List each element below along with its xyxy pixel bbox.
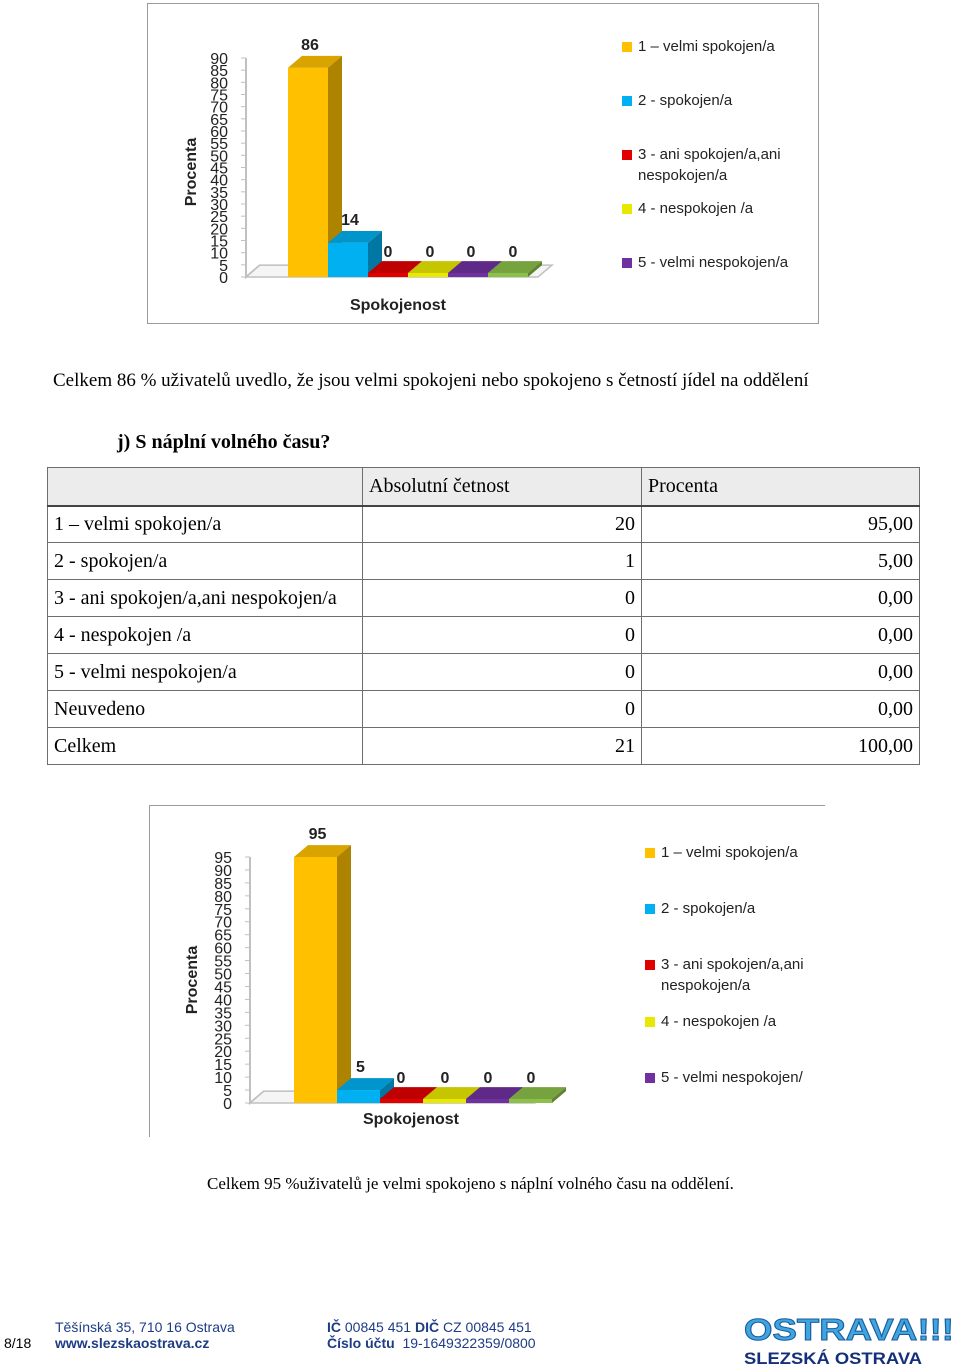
table-cell-label: 3 - ani spokojen/a,ani nespokojen/a: [48, 580, 363, 617]
data-label: 0: [466, 244, 476, 262]
account-value: 19-1649322359/0800: [402, 1335, 536, 1351]
ico-value: 00845 451: [344, 1319, 412, 1335]
y-axis-label: Procenta: [183, 137, 200, 207]
footer-account: [327, 1335, 536, 1351]
bar-front: [423, 1099, 466, 1103]
y-tick-label: 90: [214, 862, 232, 880]
y-tick-label: 15: [210, 233, 228, 251]
y-tick-label: 25: [214, 1031, 232, 1049]
table-header-cell: [48, 468, 363, 506]
chart-1: [147, 3, 819, 324]
table-row: [48, 654, 920, 691]
table-cell-label: Celkem: [48, 728, 363, 765]
legend-swatch: [622, 204, 632, 214]
data-label: 95: [308, 826, 327, 844]
y-tick-label: 5: [219, 257, 228, 275]
legend-swatch: [622, 258, 632, 268]
dic-label: DIČ: [414, 1319, 440, 1335]
y-tick-label: 70: [214, 914, 232, 932]
bar-front: [328, 243, 368, 277]
legend-swatch: [622, 96, 632, 106]
legend-swatch: [645, 848, 655, 858]
chart-1-plot: [148, 4, 608, 322]
y-tick-label: 40: [214, 992, 232, 1010]
account-label: Číslo účtu: [327, 1335, 395, 1351]
y-tick-label: 30: [210, 197, 228, 214]
y-tick-label: 10: [210, 245, 228, 263]
table-cell-percent: 5,00: [642, 543, 920, 580]
data-label: 0: [425, 244, 435, 262]
bar-front: [408, 273, 448, 277]
summary-2: Celkem 95 %uživatelů je velmi spokojeno s náplní volného času na oddělení.: [207, 1174, 734, 1193]
table-cell-label: 4 - nespokojen /a: [48, 617, 363, 654]
y-tick-label: 45: [214, 979, 232, 997]
x-axis-label: Spokojenost: [362, 1111, 460, 1128]
data-label: 0: [508, 244, 518, 262]
table-row: [48, 543, 920, 580]
chart-2-legend: [645, 842, 825, 1102]
y-axis-wall: [246, 58, 260, 277]
y-axis-label: Procenta: [184, 945, 201, 1015]
y-tick-label: 85: [210, 63, 228, 81]
legend-label: 5 - velmi nespokojen/: [661, 1069, 803, 1086]
legend-label: 1 – velmi spokojen/a: [661, 844, 798, 861]
dic-value: CZ 00845 451: [442, 1319, 532, 1335]
data-label: 86: [301, 36, 319, 54]
table-header-cell: Absolutní četnost: [363, 468, 642, 506]
table-cell-percent: 95,00: [642, 506, 920, 543]
y-tick-label: 75: [214, 901, 232, 919]
y-tick-label: 50: [214, 966, 232, 984]
table-row: [48, 691, 920, 728]
table-row: [48, 506, 920, 543]
table-cell-percent: 0,00: [642, 617, 920, 654]
legend-label: 1 – velmi spokojen/a: [638, 38, 775, 55]
data-label: 14: [341, 212, 359, 230]
legend-swatch: [645, 904, 655, 914]
legend-swatch: [622, 42, 632, 52]
y-tick-label: 30: [214, 1018, 232, 1036]
table-cell-label: 1 – velmi spokojen/a: [48, 506, 363, 543]
table-cell-label: 2 - spokojen/a: [48, 543, 363, 580]
y-tick-label: 35: [210, 184, 228, 202]
table-cell-count: 21: [363, 728, 642, 765]
table-row: [48, 617, 920, 654]
x-axis-label: Spokojenost: [349, 297, 447, 314]
y-tick-label: 10: [214, 1070, 232, 1088]
table-cell-count: 0: [363, 654, 642, 691]
bar-front: [466, 1099, 509, 1103]
ostrava-logo: [742, 1309, 957, 1367]
table-cell-count: 0: [363, 580, 642, 617]
y-tick-label: 40: [210, 172, 228, 190]
chart-2: [149, 805, 825, 1137]
data-label: 0: [396, 1070, 406, 1088]
page-number: 8/18: [4, 1335, 32, 1351]
y-tick-label: 0: [219, 270, 228, 287]
ico-label: IČ: [327, 1319, 341, 1335]
y-tick-label: 25: [210, 209, 228, 227]
y-tick-label: 65: [214, 927, 232, 945]
y-tick-label: 55: [210, 136, 228, 154]
frequency-table: [47, 467, 920, 765]
bar-front: [337, 1090, 380, 1103]
y-tick-label: 95: [214, 850, 232, 867]
table-cell-count: 0: [363, 617, 642, 654]
table-cell-count: 0: [363, 691, 642, 728]
y-tick-label: 20: [210, 221, 228, 239]
table-cell-count: 20: [363, 506, 642, 543]
bar-front: [380, 1099, 423, 1103]
legend-swatch: [622, 150, 632, 160]
y-tick-label: 35: [214, 1005, 232, 1023]
y-tick-label: 70: [210, 99, 228, 117]
bar-front: [294, 857, 337, 1103]
bar-front: [488, 273, 528, 277]
logo-line-1: OSTRAVA!!!: [744, 1312, 954, 1347]
legend-label: 5 - velmi nespokojen/a: [638, 254, 789, 271]
data-label: 0: [483, 1070, 493, 1088]
y-tick-label: 75: [210, 87, 228, 105]
footer-address: Těšínská 35, 710 16 Ostrava: [55, 1319, 235, 1335]
y-tick-label: 50: [210, 148, 228, 166]
y-tick-label: 60: [214, 940, 232, 958]
table-cell-percent: 0,00: [642, 580, 920, 617]
data-label: 0: [526, 1070, 536, 1088]
y-tick-label: 15: [214, 1057, 232, 1075]
y-tick-label: 65: [210, 111, 228, 129]
data-label: 5: [356, 1059, 365, 1077]
question-heading: j) S náplní volného času?: [117, 431, 331, 453]
legend-label: 3 - ani spokojen/a,ani nespokojen/a: [661, 956, 804, 994]
footer-ids: [327, 1319, 532, 1335]
y-tick-label: 80: [214, 888, 232, 906]
table-header-row: [48, 468, 920, 506]
data-label: 0: [440, 1070, 450, 1088]
table-row: [48, 580, 920, 617]
legend-label: 2 - spokojen/a: [638, 92, 733, 109]
table-cell-percent: 100,00: [642, 728, 920, 765]
table-row: [48, 728, 920, 765]
y-tick-label: 80: [210, 75, 228, 93]
legend-label: 3 - ani spokojen/a,ani nespokojen/a: [638, 146, 781, 184]
legend-swatch: [645, 1017, 655, 1027]
table-cell-label: Neuvedeno: [48, 691, 363, 728]
table-cell-label: 5 - velmi nespokojen/a: [48, 654, 363, 691]
legend-label: 4 - nespokojen /a: [661, 1013, 777, 1030]
y-tick-label: 85: [214, 875, 232, 893]
y-tick-label: 90: [210, 51, 228, 68]
bar-front: [509, 1099, 552, 1103]
y-tick-label: 60: [210, 124, 228, 141]
bar-front: [368, 273, 408, 277]
y-tick-label: 20: [214, 1044, 232, 1062]
y-tick-label: 0: [223, 1096, 232, 1113]
legend-swatch: [645, 960, 655, 970]
table-cell-count: 1: [363, 543, 642, 580]
table-cell-percent: 0,00: [642, 654, 920, 691]
y-tick-label: 45: [210, 160, 228, 178]
y-tick-label: 55: [214, 953, 232, 971]
chart-2-plot: [149, 805, 619, 1137]
data-label: 0: [383, 244, 393, 262]
logo-line-2: SLEZSKÁ OSTRAVA: [744, 1349, 922, 1367]
footer-web[interactable]: www.slezskaostrava.cz: [55, 1335, 210, 1351]
bar-front: [448, 273, 488, 277]
bar-side: [337, 845, 351, 1103]
table-header-cell: Procenta: [642, 468, 920, 506]
summary-1: Celkem 86 % uživatelů uvedlo, že jsou velmi spokojeni nebo spokojeno s četností jídel na oddělení: [53, 370, 809, 391]
legend-label: 4 - nespokojen /a: [638, 200, 754, 217]
bar-front: [288, 68, 328, 277]
y-tick-label: 5: [223, 1083, 232, 1101]
legend-label: 2 - spokojen/a: [661, 900, 756, 917]
legend-swatch: [645, 1073, 655, 1083]
chart-1-legend: [622, 36, 812, 296]
table-cell-percent: 0,00: [642, 691, 920, 728]
y-axis-wall: [250, 857, 264, 1103]
